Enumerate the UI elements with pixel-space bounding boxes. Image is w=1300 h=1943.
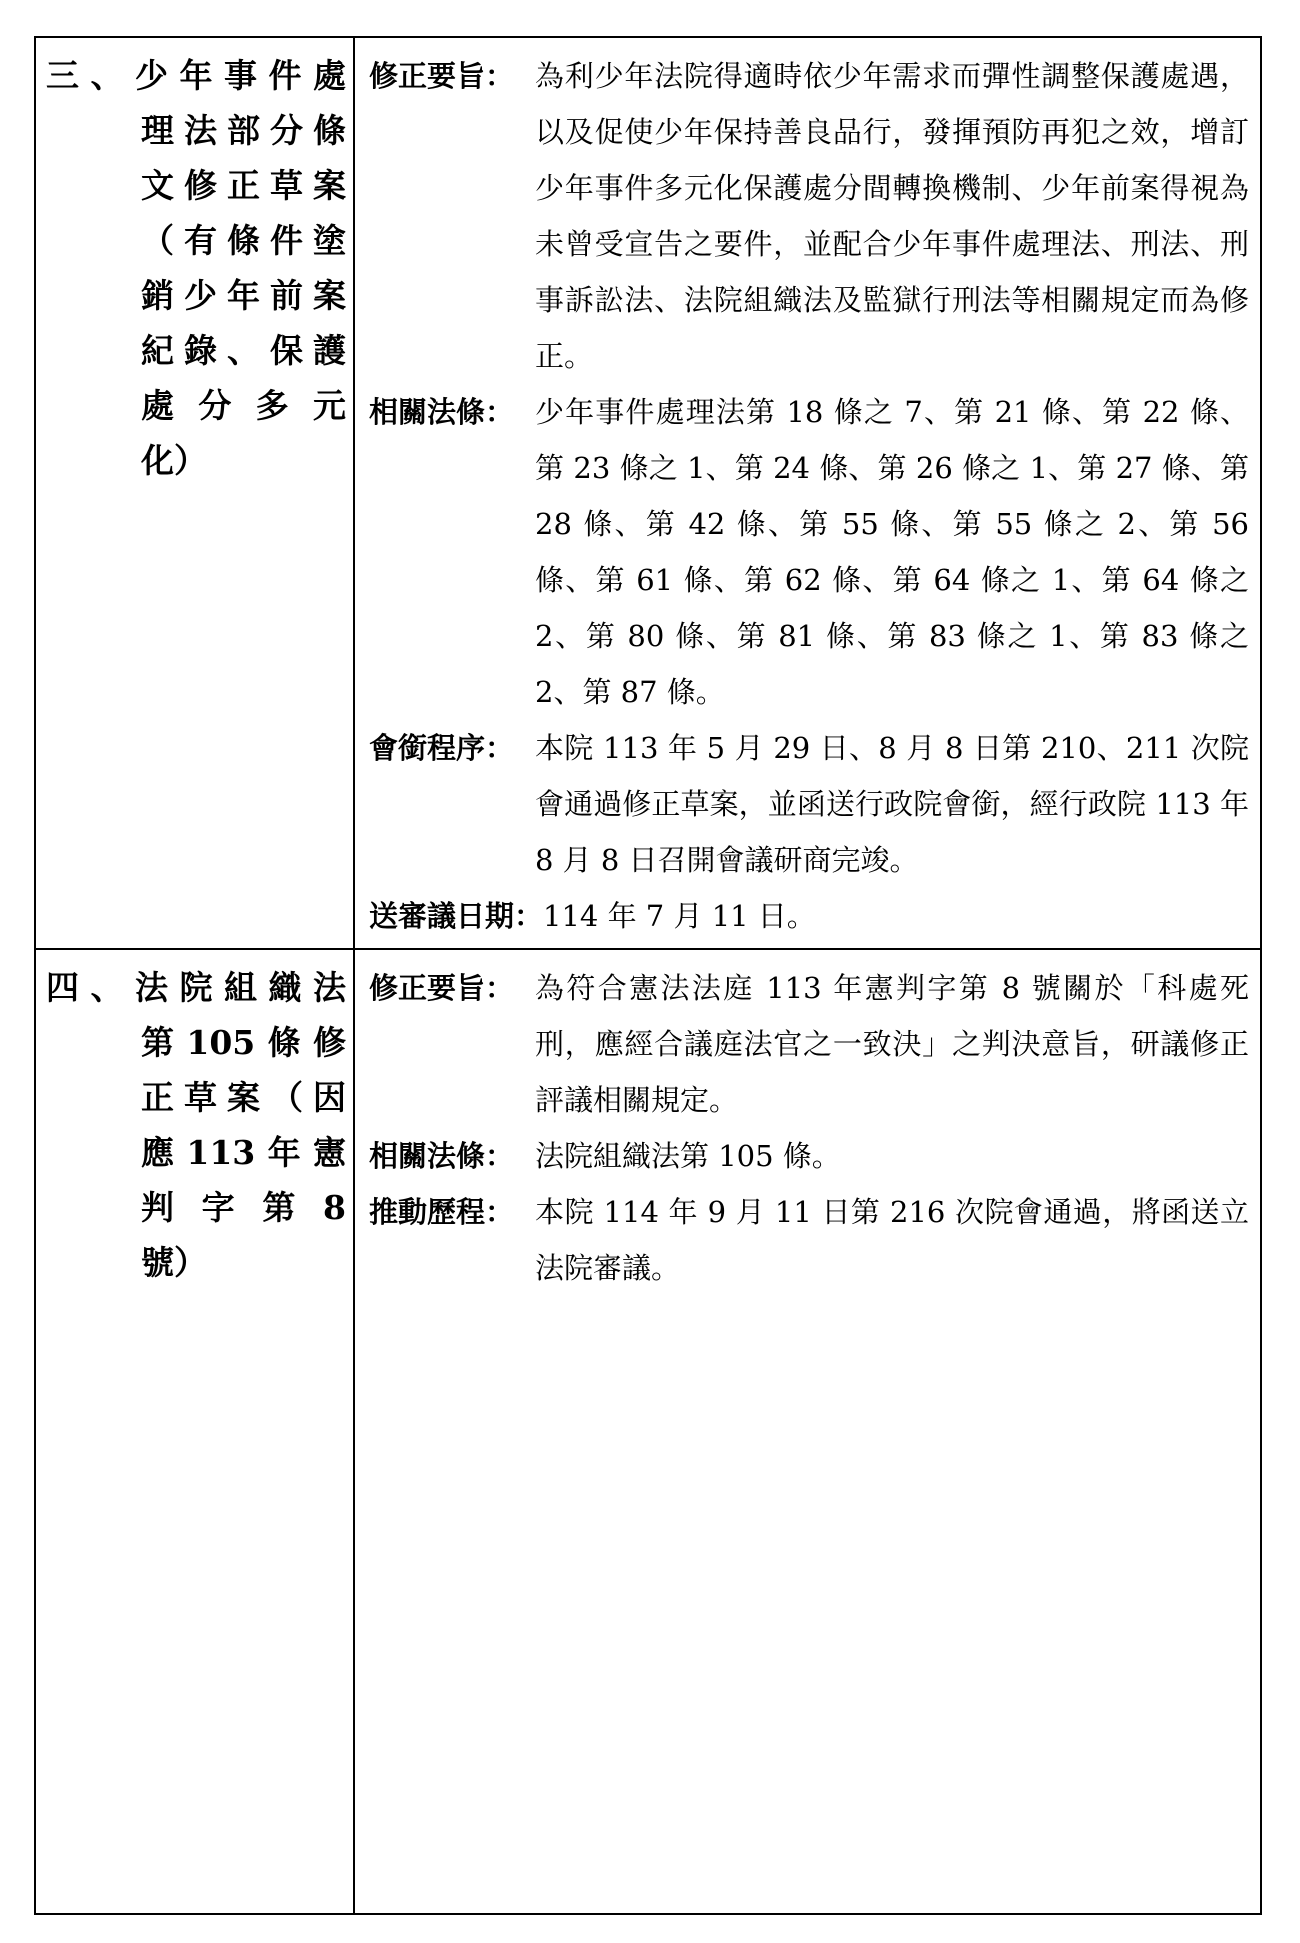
bill-title-line: 正 草 案 （ 因: [141, 1078, 346, 1117]
bill-detail-cell: [369, 960, 1249, 1296]
field-value: 為符合憲法法庭 113 年憲判字第 8 號關於「科處死刑，應經合議庭法官之一致決」之判決意旨，研議修正評議相關規定。: [535, 971, 1249, 1117]
bill-title-line: 應 113 年 憲: [141, 1133, 346, 1172]
bill-title-line: 三 、 少 年 事 件 處: [46, 56, 346, 95]
bill-table: [34, 36, 1262, 1915]
bill-title-line: （ 有 條 件 塗: [141, 221, 346, 260]
column-divider: [353, 950, 355, 1913]
field-value: 法院組織法第 105 條。: [535, 1139, 841, 1173]
bill-title-cell: [46, 960, 346, 1290]
table-row: [36, 38, 1260, 950]
field-label: 相關法條：: [369, 1139, 515, 1173]
field-label: 修正要旨：: [369, 59, 515, 93]
field-label: 修正要旨：: [369, 971, 515, 1005]
field-value: 少年事件處理法第 18 條之 7、第 21 條、第 22 條、第 23 條之 1、第 24 條、第 26 條之 1、第 27 條、第 28 條、第 42 條、第 55 條、第 55 條之 2、第 56 條、第 61 條、第 62 條、第 64 條之 1、第 64 條之 2、第 80 條、第 81 條、第 83 條之 1、第 83 條之 2、第 87 條。: [535, 395, 1249, 709]
field-value: 本院 114 年 9 月 11 日第 216 次院會通過，將函送立法院審議。: [535, 1195, 1249, 1285]
field-label: 會銜程序：: [369, 731, 515, 765]
bill-title-line: 銷 少 年 前 案: [141, 276, 346, 315]
field-label: 推動歷程：: [369, 1195, 515, 1229]
bill-title-line: 紀 錄 、 保 護: [141, 331, 346, 370]
field-amendment-purpose: [369, 48, 1249, 384]
field-progress: [369, 1184, 1249, 1296]
bill-title-cell: [46, 48, 346, 488]
field-value: 為利少年法院得適時依少年需求而彈性調整保護處遇，以及促使少年保持善良品行，發揮預防再犯之效，增訂少年事件多元化保護處分間轉換機制、少年前案得視為未曾受宣告之要件，並配合少年事件處理法、刑法、刑事訴訟法、法院組織法及監獄行刑法等相關規定而為修正。: [535, 59, 1249, 373]
bill-title-line: 文 修 正 草 案: [141, 166, 346, 205]
bill-title-line: 處 分 多 元: [141, 386, 346, 425]
bill-title-line: 四 、 法 院 組 織 法: [46, 968, 346, 1007]
field-label: 送審議日期：: [369, 899, 544, 933]
field-related-articles: [369, 1128, 1249, 1184]
column-divider: [353, 38, 355, 948]
bill-title-line: 第 105 條 修: [141, 1023, 346, 1062]
field-label: 相關法條：: [369, 395, 515, 429]
table-row: [36, 950, 1260, 1913]
bill-title-line: 理 法 部 分 條: [141, 111, 346, 150]
field-value: 114 年 7 月 11 日。: [543, 899, 816, 933]
field-joint-procedure: [369, 720, 1249, 888]
field-related-articles: [369, 384, 1249, 720]
field-amendment-purpose: [369, 960, 1249, 1128]
bill-title-line: 化）: [141, 441, 207, 480]
field-value: 本院 113 年 5 月 29 日、8 月 8 日第 210、211 次院會通過修正草案，並函送行政院會銜，經行政院 113 年 8 月 8 日召開會議研商完竣。: [535, 731, 1249, 877]
field-submission-date: [369, 888, 1249, 944]
bill-detail-cell: [369, 48, 1249, 944]
bill-title-line: 判 字 第 8: [141, 1188, 346, 1227]
bill-title-line: 號）: [141, 1243, 207, 1282]
